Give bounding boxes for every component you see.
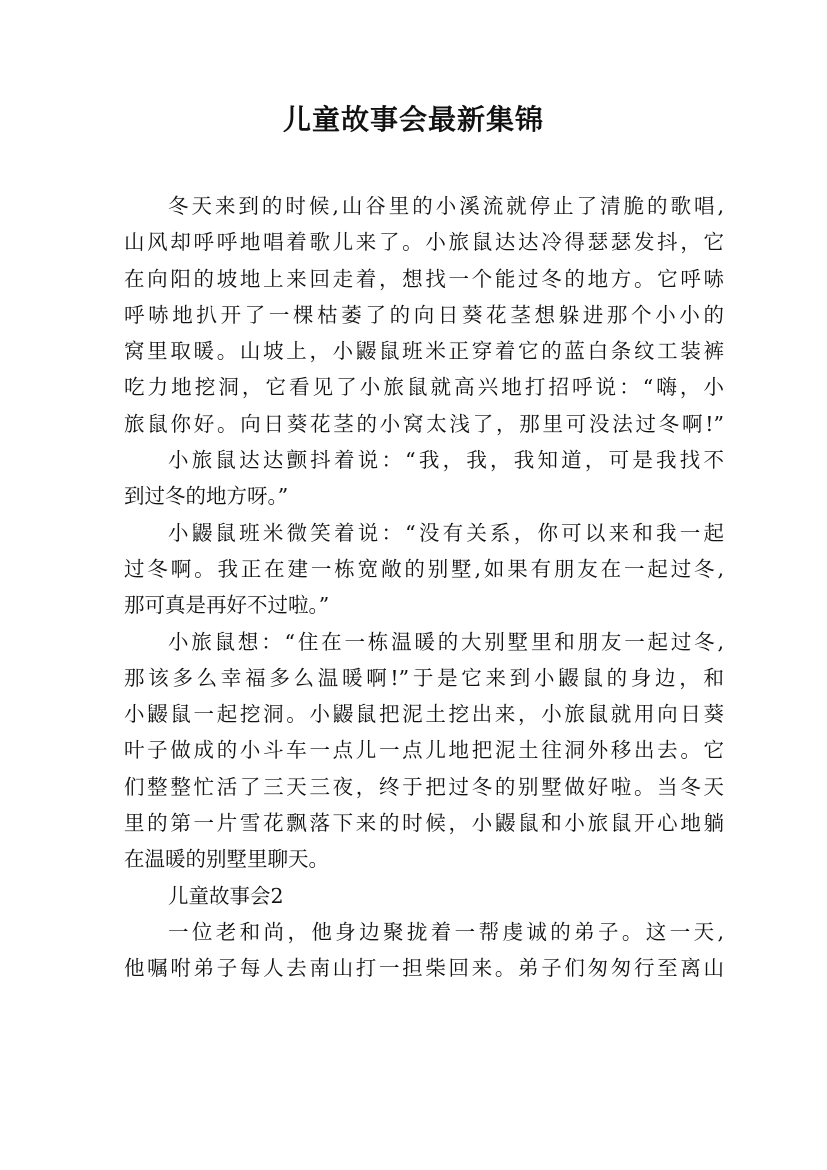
text-line: 叶子做成的小斗车一点儿一点儿地把泥土往洞外移出去。它: [124, 738, 724, 763]
text-line: 到过冬的地方呀。”: [124, 484, 289, 509]
text-line: 呼哧地扒开了一棵枯萎了的向日葵花茎想躲进那个小小的: [124, 302, 724, 327]
text-line: 冬天来到的时候,山谷里的小溪流就停止了清脆的歌唱,: [168, 194, 724, 218]
text-line: 小旅鼠想：“住在一栋温暖的大别墅里和朋友一起过冬,: [168, 629, 724, 654]
text-line: 儿童故事会2: [168, 883, 284, 908]
text-line: 山风却呼呼地唱着歌儿来了。小旅鼠达达冷得瑟瑟发抖，它: [124, 230, 724, 255]
text-line: 们整整忙活了三天三夜，终于把过冬的别墅做好啦。当冬天: [124, 774, 724, 799]
text-line: 一位老和尚，他身边聚拢着一帮虔诚的弟子。这一天,: [168, 919, 724, 944]
text-line: 那可真是再好不过啦。”: [124, 593, 330, 618]
text-line: 旅鼠你好。向日葵花茎的小窝太浅了，那里可没法过冬啊!”: [124, 411, 724, 436]
text-line: 过冬啊。我正在建一栋宽敞的别墅,如果有朋友在一起过冬,: [124, 556, 724, 581]
text-line: 那该多么幸福多么温暖啊!”于是它来到小鼹鼠的身边，和: [124, 665, 724, 690]
document-body: [124, 188, 724, 987]
text-line: 在向阳的坡地上来回走着，想找一个能过冬的地方。它呼哧: [124, 266, 724, 291]
text-line: 里的第一片雪花飘落下来的时候，小鼹鼠和小旅鼠开心地躺: [124, 811, 724, 836]
text-line: 小鼹鼠班米微笑着说：“没有关系，你可以来和我一起: [168, 520, 724, 545]
text-line: 吃力地挖洞，它看见了小旅鼠就高兴地打招呼说：“嗨，小: [124, 375, 724, 400]
text-line: 在温暖的别墅里聊天。: [124, 847, 329, 872]
text-line: 小鼹鼠一起挖洞。小鼹鼠把泥土挖出来，小旅鼠就用向日葵: [124, 702, 724, 727]
text-line: 他嘱咐弟子每人去南山打一担柴回来。弟子们匆匆行至离山: [124, 956, 724, 981]
text-line: 小旅鼠达达颤抖着说：“我，我，我知道，可是我找不: [168, 448, 724, 473]
document-title: 儿童故事会最新集锦: [282, 103, 544, 136]
text-line: 窝里取暖。山坡上，小鼹鼠班米正穿着它的蓝白条纹工装裤: [124, 339, 724, 364]
